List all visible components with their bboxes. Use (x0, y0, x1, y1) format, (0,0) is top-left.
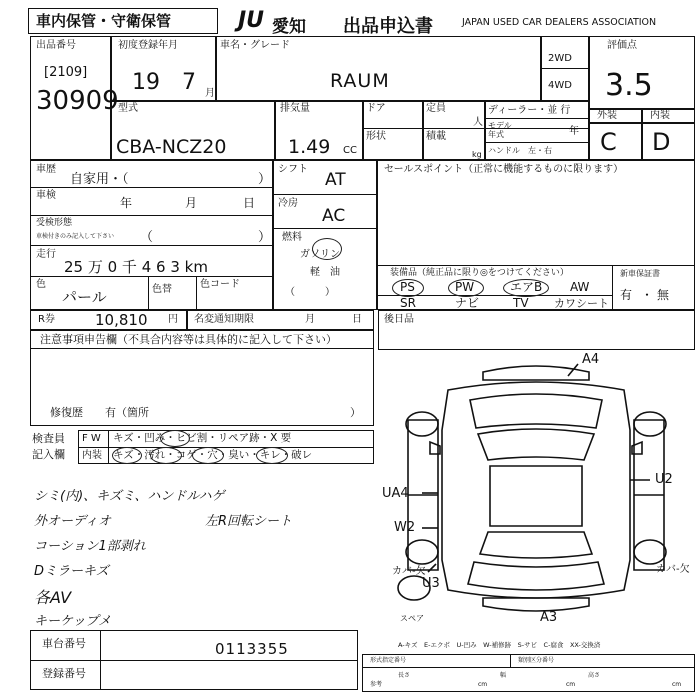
reg-month: 7 (182, 70, 196, 95)
inspection-month: 月 (185, 196, 198, 210)
equipment-label: 装備品（純正品に限り◎をつけてください） (390, 268, 569, 278)
score-value: 3.5 (605, 68, 653, 103)
equip-airbag-circle (503, 279, 549, 297)
model-grade-label: 車名・グレード (220, 40, 290, 51)
middle-frame (30, 160, 695, 310)
drive-2wd: 2WD (548, 53, 572, 64)
fuel-other: （ ） (285, 287, 335, 298)
damage-mark-w2: W2 (394, 520, 416, 535)
ju-logo: JU (238, 8, 265, 33)
equip-ps: PS (400, 280, 415, 294)
equip-ps-circle (392, 279, 424, 297)
displacement-value: 1.49 (288, 136, 331, 158)
inspection-label: 車検 (36, 190, 56, 201)
equip-navi: ナビ (455, 296, 480, 310)
score-label: 評価点 (607, 40, 637, 51)
height-unit: cm (672, 681, 682, 688)
interior-label: 内装 (650, 110, 670, 121)
history-label: 車歴 (36, 164, 56, 175)
height-label: 高さ (588, 672, 601, 679)
equip-tv: TV (513, 296, 529, 310)
equip-leather: カワシート (554, 297, 609, 310)
handle-label: ハンドル 左・右 (488, 146, 552, 155)
model-code-label: 型式 (118, 103, 138, 114)
inspection-day: 日 (243, 196, 256, 210)
receipt-note: 車検付きのみ記入して下さい (36, 233, 115, 240)
kg-unit: kg (472, 150, 482, 159)
interior-grade: D (652, 128, 671, 156)
color-code-label: 色コード (200, 279, 240, 290)
cc-unit: CC (343, 145, 357, 156)
shift-label: シフト (278, 164, 308, 175)
name-change-label: 名変通知期限 (194, 314, 254, 325)
caution-label: 注意事項申告欄（不具合内容等は具体的に記入して下さい） (40, 333, 337, 346)
receipt-open: （ (140, 230, 154, 245)
model-name: RAUM (330, 70, 390, 92)
history-value: 自家用・（ (70, 172, 129, 187)
lot-number: 30909 (36, 86, 119, 116)
mark-dent-circle (160, 430, 190, 447)
drive-4wd: 4WD (548, 80, 572, 91)
repair-history-label: 修復歴 有（箇所 (50, 406, 149, 419)
note-line-2: 外オーディオ (34, 514, 111, 529)
entry-label: 記入欄 (32, 448, 65, 461)
sales-point-label: セールスポイント（正常に機能するものに限ります） (384, 164, 624, 175)
damage-legend: A-キズ E-エクボ U-凹み W-補修跡 S-サビ C-腐食 XX-交換済 (398, 641, 601, 649)
damage-mark-a4: A4 (582, 352, 600, 367)
warranty-label: 新車保証書 (620, 269, 660, 278)
aircon-label: 冷房 (278, 198, 298, 209)
mileage-value: 25 万 0 千 4 6 3 km (64, 258, 208, 276)
fw-label: F W (82, 433, 101, 444)
interior-checklist: キズ・汚れ・コゲ・穴・臭い・キレ・破レ (113, 449, 313, 461)
receipt-label: 受検形態 (36, 218, 73, 228)
length-unit: cm (478, 681, 488, 688)
model-code: CBA-NCZ20 (116, 136, 227, 158)
aircon-value: AC (322, 206, 346, 226)
rear-items-label: 後日品 (384, 314, 414, 325)
interior-row-label: 内装 (82, 450, 102, 461)
mark-scratch-circle (112, 447, 142, 464)
load-label: 積載 (426, 131, 446, 142)
year-unit: 年 (569, 126, 579, 137)
shape-label: 形状 (366, 131, 386, 142)
rear-items-box (378, 310, 695, 350)
equip-pw: PW (455, 280, 475, 294)
color-change-label: 色替 (152, 284, 172, 295)
reg-no-label: 登録番号 (42, 667, 86, 680)
note-line-1: シミ(内)、キズミ、ハンドルハゲ (34, 489, 225, 504)
shift-value: AT (325, 170, 346, 190)
recycle-label: R券 (38, 314, 55, 325)
fuel-label: 燃料 (282, 232, 302, 243)
exterior-checklist: キズ・凹み・ヒビ割・リペア跡・X 要 (113, 432, 292, 444)
length-label: 長さ (398, 672, 411, 679)
equip-sr: SR (400, 296, 416, 310)
form-title: 出品申込書 (343, 16, 433, 37)
lot-bracket: [2109] (44, 65, 88, 80)
color-label: 色 (36, 279, 46, 290)
repair-history-close: ） (350, 406, 361, 419)
width-unit: cm (566, 681, 576, 688)
inspector-label: 検査員 (32, 432, 65, 445)
damage-mark-cover-left: カバ-欠 (392, 566, 426, 577)
width-label: 幅 (500, 672, 507, 679)
receipt-close: ） (258, 230, 272, 245)
warranty-dot: ・ (641, 288, 654, 302)
equip-aw: AW (570, 280, 590, 294)
name-change-month: 月 (305, 314, 315, 325)
fuel-gas-circle (312, 238, 342, 260)
equip-airbag: エアB (510, 280, 543, 294)
org-name: 愛知 (272, 17, 306, 37)
class-cert-label: 類別区分番号 (518, 657, 555, 664)
warranty-yes: 有 (620, 288, 633, 302)
fuel-diesel: 軽 油 (310, 267, 340, 278)
note-line-5: 各AV (34, 588, 72, 607)
note-line-6: キーケップメ (34, 614, 111, 629)
spare-label: スペア (400, 614, 424, 623)
warranty-no: 無 (657, 288, 670, 302)
color-value: パール (62, 288, 107, 306)
chassis-label: 車台番号 (42, 637, 86, 650)
name-change-day: 日 (352, 314, 362, 325)
month-unit: 月 (205, 88, 215, 99)
yen-unit: 円 (168, 314, 178, 325)
door-label: ドア (366, 103, 386, 114)
mark-smell-circle (256, 447, 288, 464)
capacity-label: 定員 (426, 103, 446, 114)
exterior-grade: C (600, 128, 617, 156)
mark-burn-circle (192, 447, 224, 464)
damage-mark-ua4: UA4 (382, 486, 409, 501)
fuel-gas: ガソリン (300, 249, 340, 260)
note-line-4: Dミラーキズ (34, 564, 109, 579)
history-close: ） (258, 172, 272, 187)
damage-mark-u2: U2 (655, 472, 673, 487)
model-year-label: モデル 年式 (488, 121, 512, 139)
seat-note: 左R回転シート (205, 514, 293, 529)
chassis-value: 0113355 (215, 640, 289, 658)
storage-label: 車内保管・守衛保管 (36, 12, 172, 30)
reg-year: 19 (132, 70, 160, 95)
capacity-unit: 人 (473, 117, 483, 128)
damage-mark-cover-right: カバ-欠 (656, 564, 690, 575)
form-cert-label: 形式指定番号 (370, 657, 407, 664)
association-name: JAPAN USED CAR DEALERS ASSOCIATION (462, 17, 657, 28)
displacement-label: 排気量 (280, 103, 310, 114)
exterior-label: 外装 (597, 110, 617, 121)
lot-no-label: 出品番号 (36, 40, 76, 51)
equip-pw-circle (448, 279, 484, 297)
ref-label: 参考 (370, 681, 383, 688)
first-reg-label: 初度登録年月 (118, 40, 178, 51)
dealer-label: ディーラー・並 行 (488, 105, 571, 116)
damage-mark-a3: A3 (540, 610, 558, 625)
inspection-year: 年 (120, 196, 133, 210)
note-line-3: コーション1部剥れ (34, 539, 146, 554)
mark-dirt-circle (150, 447, 182, 464)
damage-mark-u3: U3 (422, 576, 440, 591)
mileage-label: 走行 (36, 249, 56, 260)
recycle-amount: 10,810 (95, 311, 148, 329)
